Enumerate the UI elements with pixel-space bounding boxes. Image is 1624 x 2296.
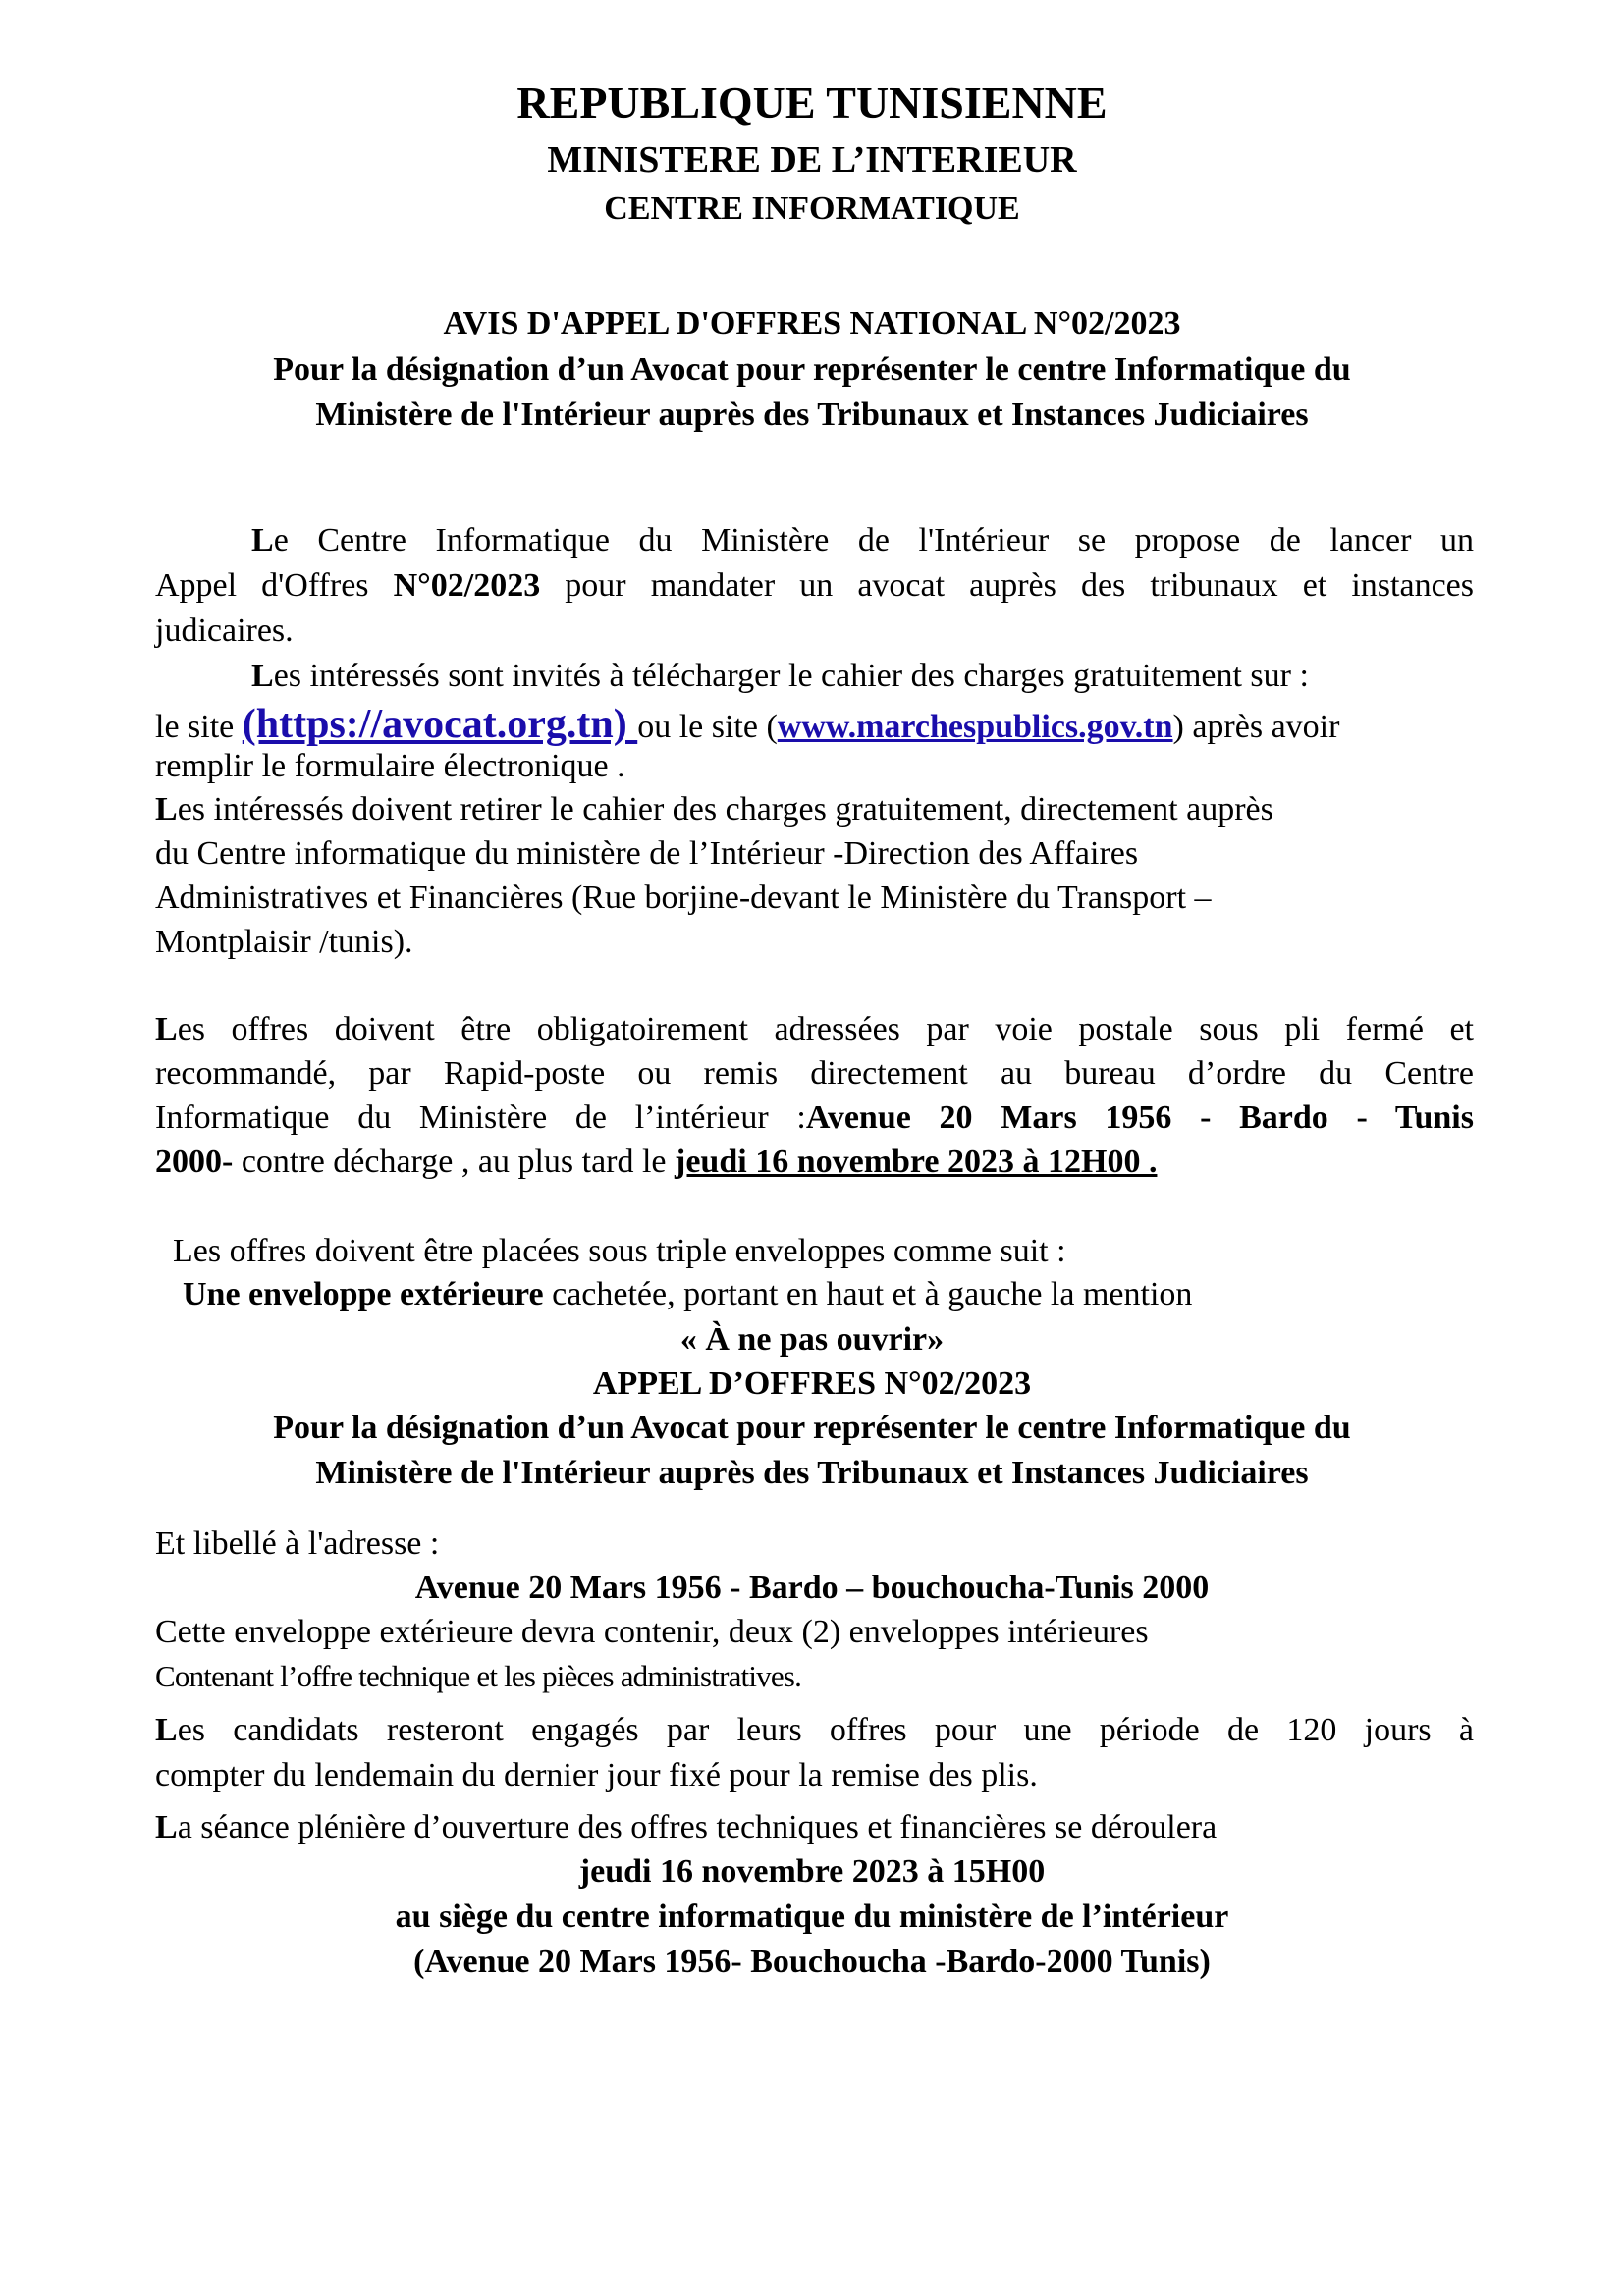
drop-letter: L — [155, 791, 178, 828]
avis-title: AVIS D'APPEL D'OFFRES NATIONAL N°02/2023 — [443, 305, 1181, 342]
opening-date: jeudi 16 novembre 2023 à 15H00 — [578, 1853, 1046, 1890]
address-label: Et libellé à l'adresse : — [155, 1525, 440, 1562]
p3-text-1: es intéressés doivent retirer le cahier des charges gratuitement, directement auprès — [177, 791, 1273, 828]
p6-line-1 — [155, 1811, 1217, 1844]
p4-text-1: es offres doivent être obligatoirement adressées par voie postale sous pli fermé et — [177, 1011, 1474, 1047]
envelope-text-2b: cachetée, portant en haut et à gauche la mention — [543, 1276, 1193, 1312]
drop-letter: L — [155, 1809, 178, 1845]
link-marchespublics[interactable]: www.marchespublics.gov.tn — [777, 709, 1173, 745]
envelope-content-1: Cette enveloppe extérieure devra contenir, deux (2) enveloppes intérieures — [155, 1614, 1149, 1650]
header-republique: REPUBLIQUE TUNISIENNE — [516, 78, 1108, 128]
p2-text-2a: le site — [155, 709, 243, 745]
p1-text-2c: pour mandater un avocat auprès des tribunaux et instances — [540, 567, 1474, 604]
p5-line-2: compter du lendemain du dernier jour fixé pour la remise des plis. — [155, 1757, 1038, 1793]
envelope-ao: APPEL D’OFFRES N°02/2023 — [592, 1365, 1032, 1402]
p2-line-2 — [155, 704, 1339, 745]
envelope-exterieure: Une enveloppe extérieure — [183, 1276, 544, 1312]
envelope-line-2 — [183, 1278, 1192, 1311]
p4-line-4 — [155, 1146, 1157, 1179]
envelope-mention: « À ne pas ouvrir» — [679, 1321, 945, 1358]
header-centre: CENTRE INFORMATIQUE — [604, 190, 1020, 227]
p5-line-1 — [155, 1714, 1474, 1747]
p4-text-3a: Informatique du Ministère de l’intérieur : — [155, 1099, 806, 1136]
title-line-1: Pour la désignation d’un Avocat pour représenter le centre Informatique du — [273, 351, 1351, 388]
drop-letter: L — [155, 1712, 178, 1748]
p3-line-2: du Centre informatique du ministère de l’Intérieur -Direction des Affaires — [155, 835, 1139, 872]
p4-line-1 — [155, 1013, 1474, 1046]
drop-letter: L — [251, 522, 274, 559]
envelope-content-2: Contenant l’offre technique et les pièces administratives. — [155, 1659, 802, 1693]
p4-address: Avenue 20 Mars 1956 - Bardo - Tunis — [805, 1099, 1474, 1136]
p4-text-4b: contre décharge , au plus tard le — [233, 1144, 676, 1180]
p3-line-4: Montplaisir /tunis). — [155, 924, 413, 960]
p2-line-1 — [251, 660, 1309, 693]
opening-address: (Avenue 20 Mars 1956- Bouchoucha -Bardo-2000 Tunis) — [413, 1944, 1211, 1980]
p1-text-2a: Appel d'Offres — [155, 567, 394, 604]
p5-text-1: es candidats resteront engagés par leurs offres pour une période de 120 jours à — [177, 1712, 1474, 1748]
envelope-line-1: Les offres doivent être placées sous triple enveloppes comme suit : — [173, 1233, 1066, 1269]
p1-ref: N°02/2023 — [393, 567, 541, 604]
drop-letter: L — [251, 658, 274, 694]
header-ministere: MINISTERE DE L’INTERIEUR — [547, 139, 1077, 181]
envelope-address: Avenue 20 Mars 1956 - Bardo – bouchoucha-Tunis 2000 — [414, 1570, 1210, 1606]
p2-text-2b: ou le site ( — [637, 709, 778, 745]
p2-text-1: es intéressés sont invités à télécharger le cahier des charges gratuitement sur : — [273, 658, 1309, 694]
opening-place: au siège du centre informatique du ministère de l’intérieur — [395, 1898, 1229, 1935]
p4-text-4a: 2000- — [155, 1144, 234, 1180]
p1-line-3: judicaires. — [155, 613, 294, 649]
p6-text-1: a séance plénière d’ouverture des offres techniques et financières se déroulera — [177, 1809, 1218, 1845]
envelope-title-2: Ministère de l'Intérieur auprès des Tribunaux et Instances Judiciaires — [315, 1455, 1309, 1491]
p3-line-1 — [155, 793, 1273, 827]
link-avocat[interactable]: (https://avocat.org.tn) — [242, 702, 638, 747]
p2-text-2c: ) après avoir — [1172, 709, 1340, 745]
p4-line-2: recommandé, par Rapid-poste ou remis directement au bureau d’ordre du Centre — [155, 1055, 1474, 1092]
p1-line-2 — [155, 569, 1474, 603]
envelope-title-1: Pour la désignation d’un Avocat pour représenter le centre Informatique du — [273, 1410, 1351, 1446]
p3-line-3: Administratives et Financières (Rue borjine-devant le Ministère du Transport – — [155, 880, 1212, 916]
p4-deadline: jeudi 16 novembre 2023 à 12H00 . — [675, 1144, 1158, 1180]
p4-line-3 — [155, 1101, 1474, 1135]
p2-line-3: remplir le formulaire électronique . — [155, 748, 625, 784]
drop-letter: L — [155, 1011, 178, 1047]
p1-text-1: e Centre Informatique du Ministère de l'Intérieur se propose de lancer un — [273, 522, 1474, 559]
p1-line-1 — [155, 524, 1474, 558]
title-line-2: Ministère de l'Intérieur auprès des Tribunaux et Instances Judiciaires — [315, 397, 1309, 433]
